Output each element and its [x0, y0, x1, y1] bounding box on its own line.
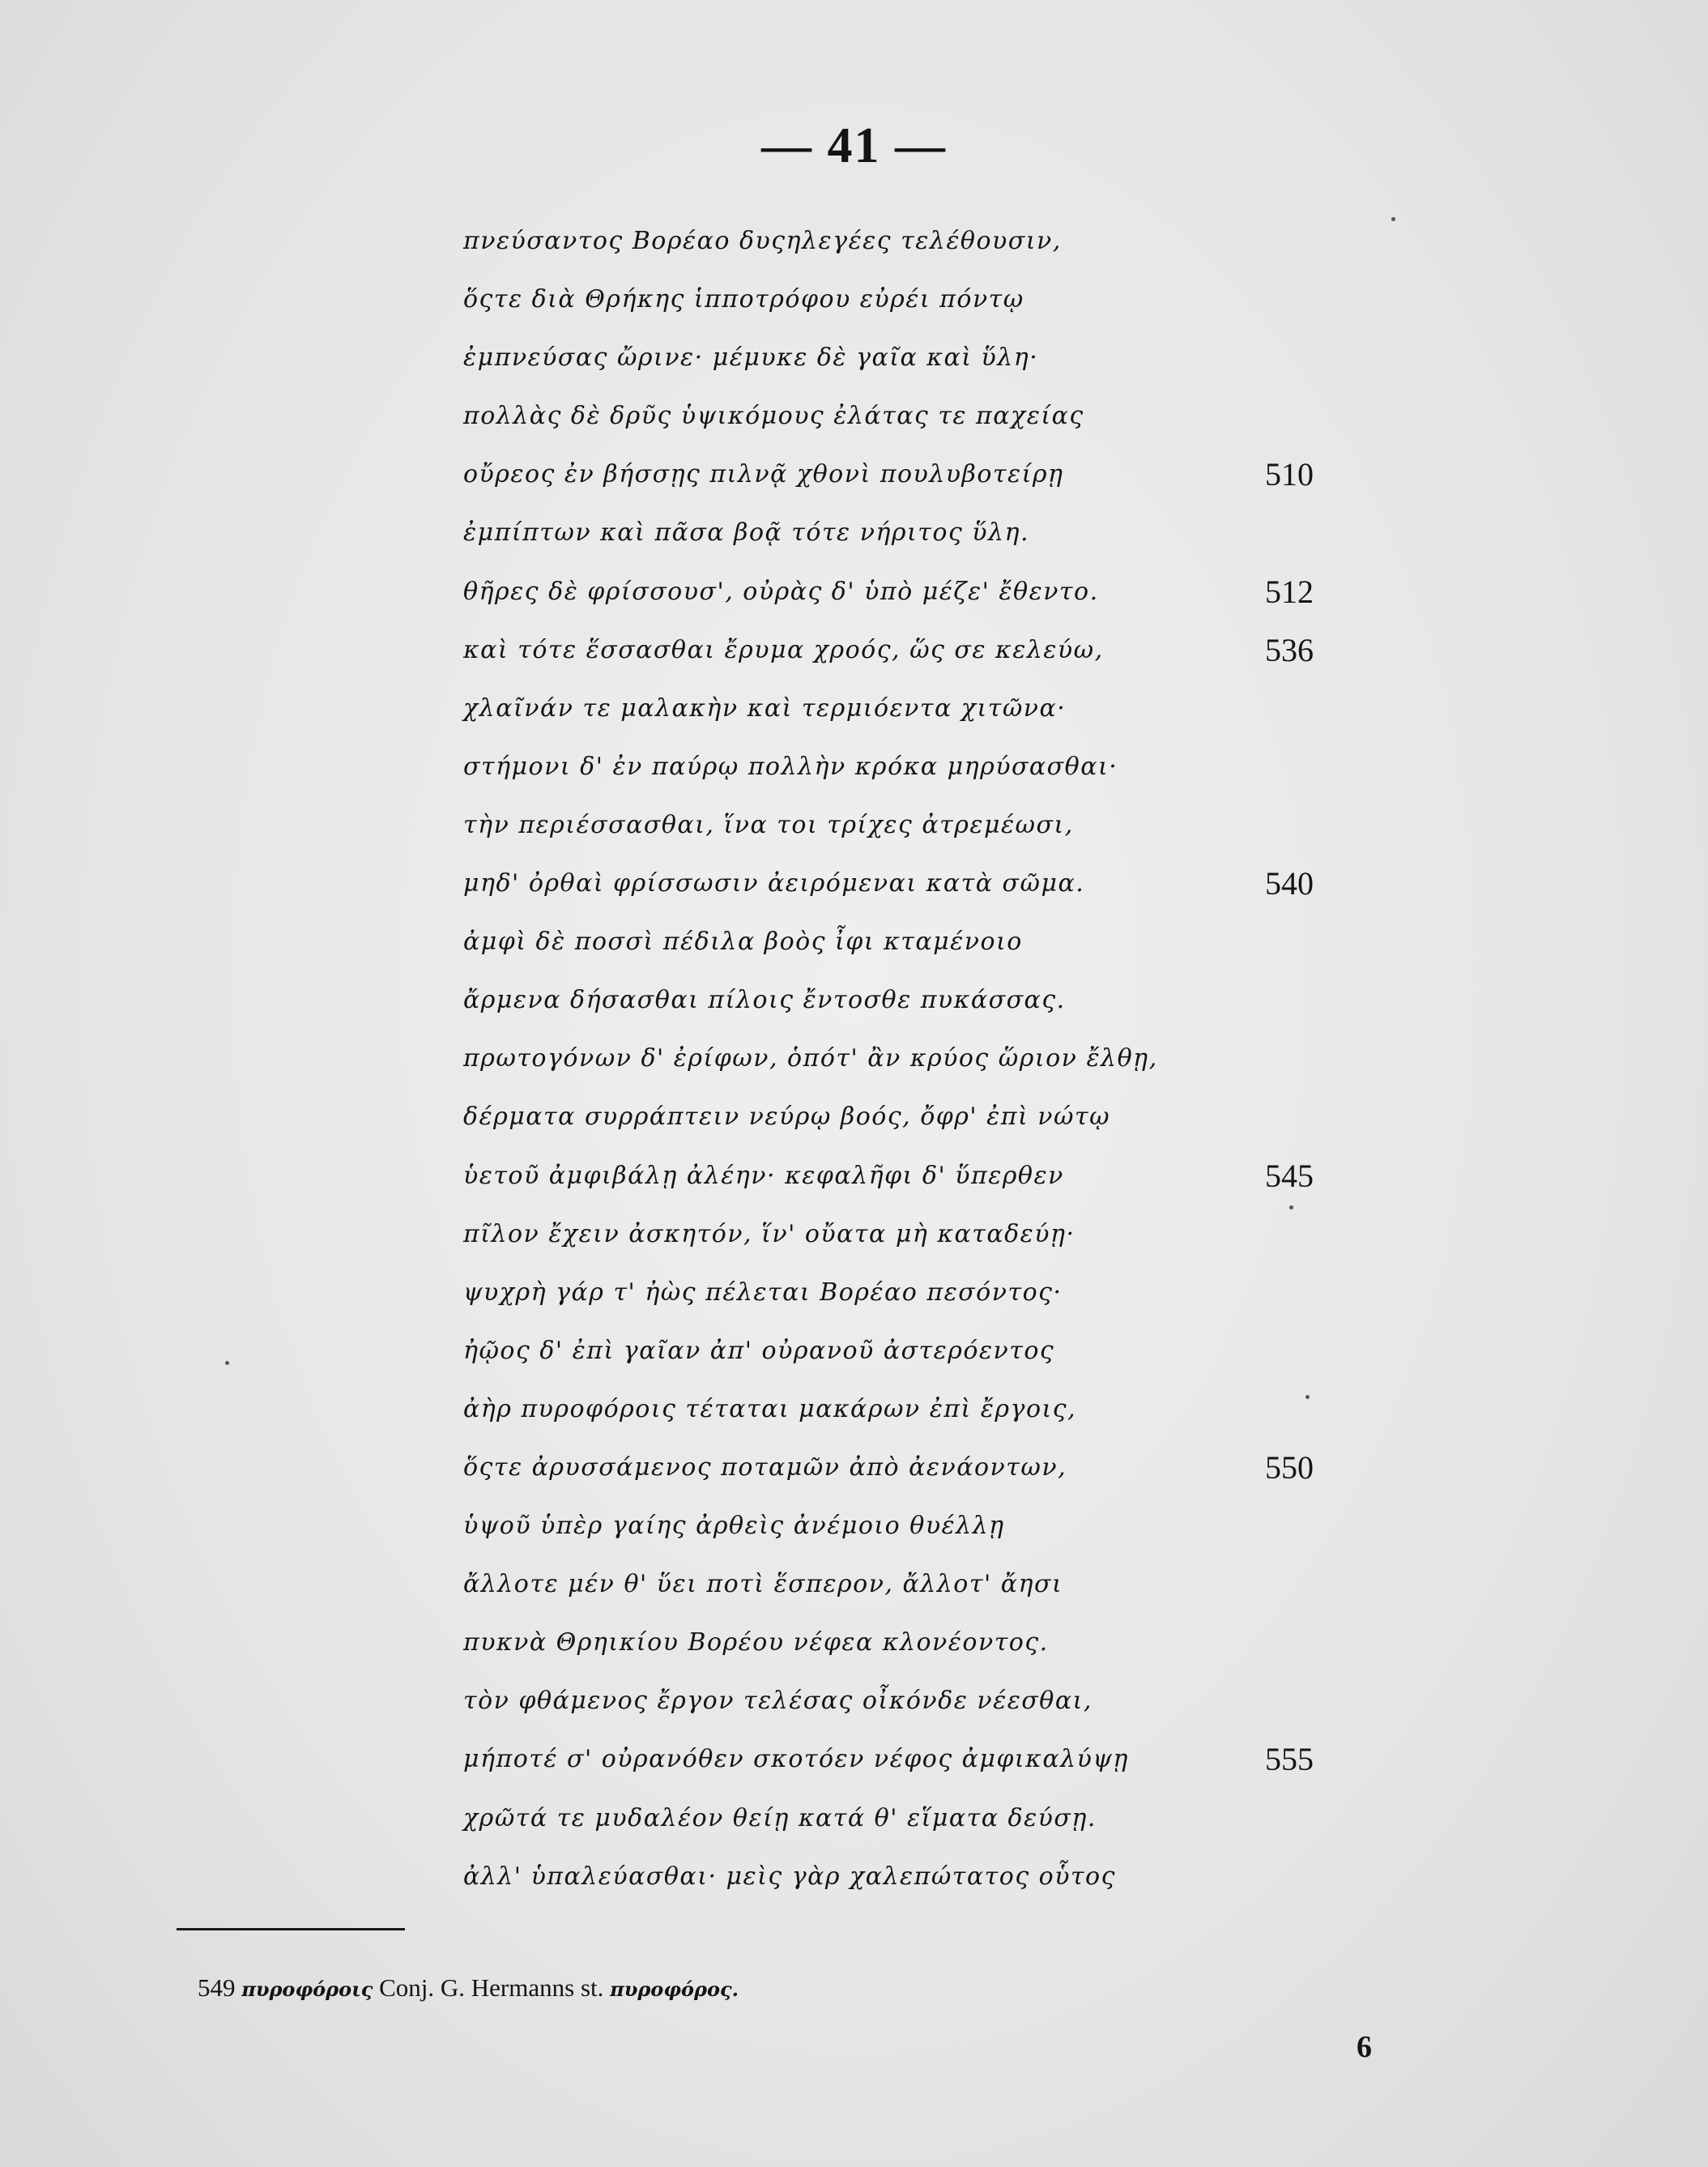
line-number: 510 [1265, 456, 1314, 493]
verse-line [463, 1614, 1322, 1672]
verse-text: δέρματα συρράπτειν νεύρῳ βοός, ὄφρ' ἐπὶ νώτῳ [463, 1103, 1111, 1132]
verse-line [463, 329, 1322, 387]
paper-speck [1289, 1205, 1293, 1209]
signature-mark: 6 [1357, 2030, 1372, 2064]
verse-text: ἀμφὶ δὲ ποσσὶ πέδιλα βοὸς ἶφι κταμένοιο [463, 928, 1023, 957]
verse-line [463, 1497, 1322, 1555]
page-number-header: — 41 — [761, 118, 947, 173]
verse-text: ἐμπνεύσας ὤρινε· μέμυκε δὲ γαῖα καὶ ὕλη· [463, 343, 1039, 373]
verse-line [463, 1264, 1322, 1322]
verse-line [463, 1848, 1322, 1906]
verse-line [463, 446, 1322, 504]
verse-text: πρωτογόνων δ' ἐρίφων, ὁπότ' ἂν κρύος ὥριον ἔλθῃ, [463, 1044, 1158, 1073]
line-number: 545 [1265, 1157, 1314, 1194]
verse-line [463, 387, 1322, 446]
verse-line [463, 563, 1322, 621]
line-number: 540 [1265, 865, 1314, 902]
verse-text: ὑψοῦ ὑπὲρ γαίης ἀρθεὶς ἀνέμοιο θυέλλῃ [463, 1512, 1005, 1541]
verse-line [463, 738, 1322, 796]
verse-text: μηδ' ὀρθαὶ φρίσσωσιν ἀειρόμεναι κατὰ σῶμα. [463, 869, 1085, 898]
footnote-reading: πυροφόροις [241, 1977, 373, 2001]
verse-text: ἀὴρ πυροφόροις τέταται μακάρων ἐπὶ ἔργοις, [463, 1394, 1077, 1423]
verse-text: πυκνὰ Θρηικίου Βορέου νέφεα κλονέοντος. [463, 1628, 1049, 1657]
verse-text: πνεύσαντος Βορέαο δυςηλεγέες τελέθουσιν, [463, 227, 1062, 255]
footnote-divider [177, 1928, 405, 1930]
verse-line [463, 855, 1322, 913]
verse-text: ἄρμενα δήσασθαι πίλοις ἔντοσθε πυκάσσας. [463, 986, 1066, 1015]
verse-text: τὴν περιέσσασθαι, ἵνα τοι τρίχες ἀτρεμέωσι, [463, 810, 1074, 839]
verse-text: χλαῖνάν τε μαλακὴν καὶ τερμιόεντα χιτῶνα· [463, 693, 1067, 723]
footnote-line-ref: 549 [198, 1973, 236, 2002]
verse-line [463, 1205, 1322, 1264]
verse-line [463, 913, 1322, 971]
verse-line [463, 971, 1322, 1030]
paper-speck [1305, 1395, 1310, 1399]
verse-text: στήμονι δ' ἐν παύρῳ πολλὴν κρόκα μηρύσασθαι· [463, 752, 1118, 781]
line-number: 555 [1265, 1741, 1314, 1778]
verse-line [463, 1730, 1322, 1789]
verse-text: χρῶτά τε μυδαλέον θείῃ κατά θ' εἵματα δεύσῃ. [463, 1803, 1097, 1832]
verse-text: πῖλον ἔχειν ἀσκητόν, ἵν' οὔατα μὴ καταδεύῃ· [463, 1219, 1075, 1248]
verse-block [463, 212, 1322, 1906]
verse-text: καὶ τότε ἕσσασθαι ἔρυμα χροός, ὥς σε κελεύω, [463, 635, 1104, 664]
verse-line [463, 680, 1322, 738]
verse-text: ψυχρὴ γάρ τ' ἠὼς πέλεται Βορέαο πεσόντος· [463, 1278, 1063, 1307]
verse-text: ἄλλοτε μέν θ' ὕει ποτὶ ἕσπερον, ἄλλοτ' ἄησι [463, 1570, 1063, 1599]
verse-text: ἀλλ' ὑπαλεύασθαι· μεὶς γὰρ χαλεπώτατος οὗτος [463, 1862, 1116, 1891]
verse-text: ὑετοῦ ἀμφιβάλῃ ἀλέην· κεφαλῆφι δ' ὕπερθεν [463, 1161, 1064, 1190]
verse-text: ἐμπίπτων καὶ πᾶσα βοᾷ τότε νήριτος ὕλη. [463, 518, 1030, 548]
verse-line [463, 1555, 1322, 1614]
paper-speck [225, 1361, 229, 1365]
line-number: 512 [1265, 573, 1314, 610]
verse-line [463, 1672, 1322, 1730]
verse-line [463, 1789, 1322, 1848]
verse-text: πολλὰς δὲ δρῦς ὑψικόμους ἐλάτας τε παχείας [463, 402, 1084, 431]
verse-text: τὸν φθάμενος ἔργον τελέσας οἶκόνδε νέεσθαι, [463, 1687, 1093, 1716]
verse-line [463, 796, 1322, 855]
paper-speck [1391, 217, 1395, 221]
verse-line [463, 1380, 1322, 1439]
verse-text: ἠῷος δ' ἐπὶ γαῖαν ἀπ' οὐρανοῦ ἀστερόεντος [463, 1336, 1055, 1365]
verse-line [463, 1439, 1322, 1497]
verse-line [463, 1030, 1322, 1088]
verse-line [463, 1147, 1322, 1205]
verse-line [463, 1322, 1322, 1380]
verse-line [463, 212, 1322, 271]
verse-line [463, 271, 1322, 329]
verse-text: μήποτέ σ' οὐρανόθεν σκοτόεν νέφος ἀμφικαλύψῃ [463, 1745, 1129, 1774]
line-number: 550 [1265, 1448, 1314, 1486]
footnote-note: Conj. G. Hermanns st. [379, 1973, 604, 2002]
footnote-original: πυροφόρος. [610, 1977, 739, 2001]
verse-text: θῆρες δὲ φρίσσουσ', οὐρὰς δ' ὑπὸ μέζε' ἔθεντο. [463, 577, 1099, 606]
verse-text: οὔρεος ἐν βήσσῃς πιλνᾷ χθονὶ πουλυβοτείρῃ [463, 460, 1064, 489]
verse-line [463, 504, 1322, 562]
line-number: 536 [1265, 631, 1314, 668]
verse-line [463, 1088, 1322, 1146]
verse-text: ὅςτε ἀρυσσάμενος ποταμῶν ἀπὸ ἀενάοντων, [463, 1452, 1067, 1482]
verse-line [463, 621, 1322, 680]
footnote [198, 1973, 739, 2003]
verse-text: ὅςτε διὰ Θρήκης ἱπποτρόφου εὐρέι πόντῳ [463, 285, 1024, 314]
